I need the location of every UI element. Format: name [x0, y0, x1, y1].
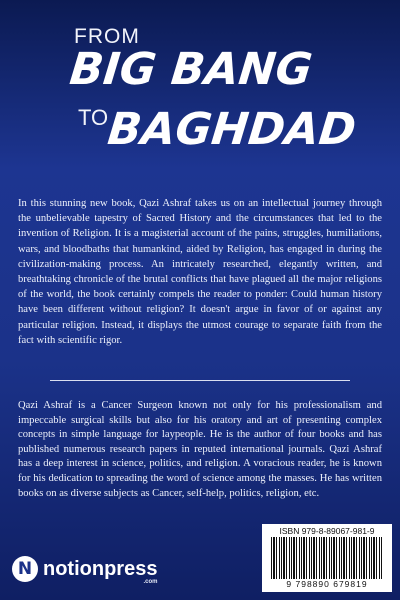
publisher-logo [12, 554, 157, 584]
notionpress-icon: N [12, 556, 38, 582]
author-bio: Qazi Ashraf is a Cancer Surgeon known not only for his professionalism and impeccable surgical skills but also for his oratory and art of presenting complex concepts in simple language for laypeople. He is the author of four books and has published numerous research papers in reputed international journals. Qazi Ashraf has a deep interest in science, politics, and religion. A voracious reader, he is known for his dedication to spreading the word of science among the masses. He has written books on as diverse subjects as Cancer, self-help, politics, religion, etc. [18, 400, 382, 499]
publisher-name-wrap [43, 557, 158, 585]
from-label: FROM [74, 25, 140, 48]
publisher-name: notionpress [43, 557, 158, 580]
barcode-bars [271, 537, 383, 579]
publisher-domain: .com [143, 578, 158, 585]
isbn-digits: 9 798890 679819 [262, 579, 392, 591]
book-description: In this stunning new book, Qazi Ashraf takes us on an intellectual journey through the unbelievable tapestry of Sacred History and the circumstances that led to the invention of Religion. It is a magisterial account of the pains, struggles, humiliations, wars, and bloodbaths that humankind, aided by Religion, has engaged in during the civilization-making process. An intricately researched, elegantly written, and breathtaking chronicle of the brutal conflicts that have plagued all the major religions of the world, the book certainly compels the reader to ponder: Could human history have been different without religion? It doesn't argue in favor of or against any particular religion. Instead, it displays the utmost courage to separate faith from the fact with scientific rigor. [18, 198, 382, 346]
barcode-block [262, 524, 392, 592]
section-divider [50, 380, 350, 381]
isbn-label: ISBN 979-8-89067-981-9 [279, 526, 375, 536]
to-label: TO [78, 105, 109, 130]
title-baghdad: BAGHDAD [105, 104, 359, 155]
title-big-bang: BIG BANG [67, 44, 315, 95]
